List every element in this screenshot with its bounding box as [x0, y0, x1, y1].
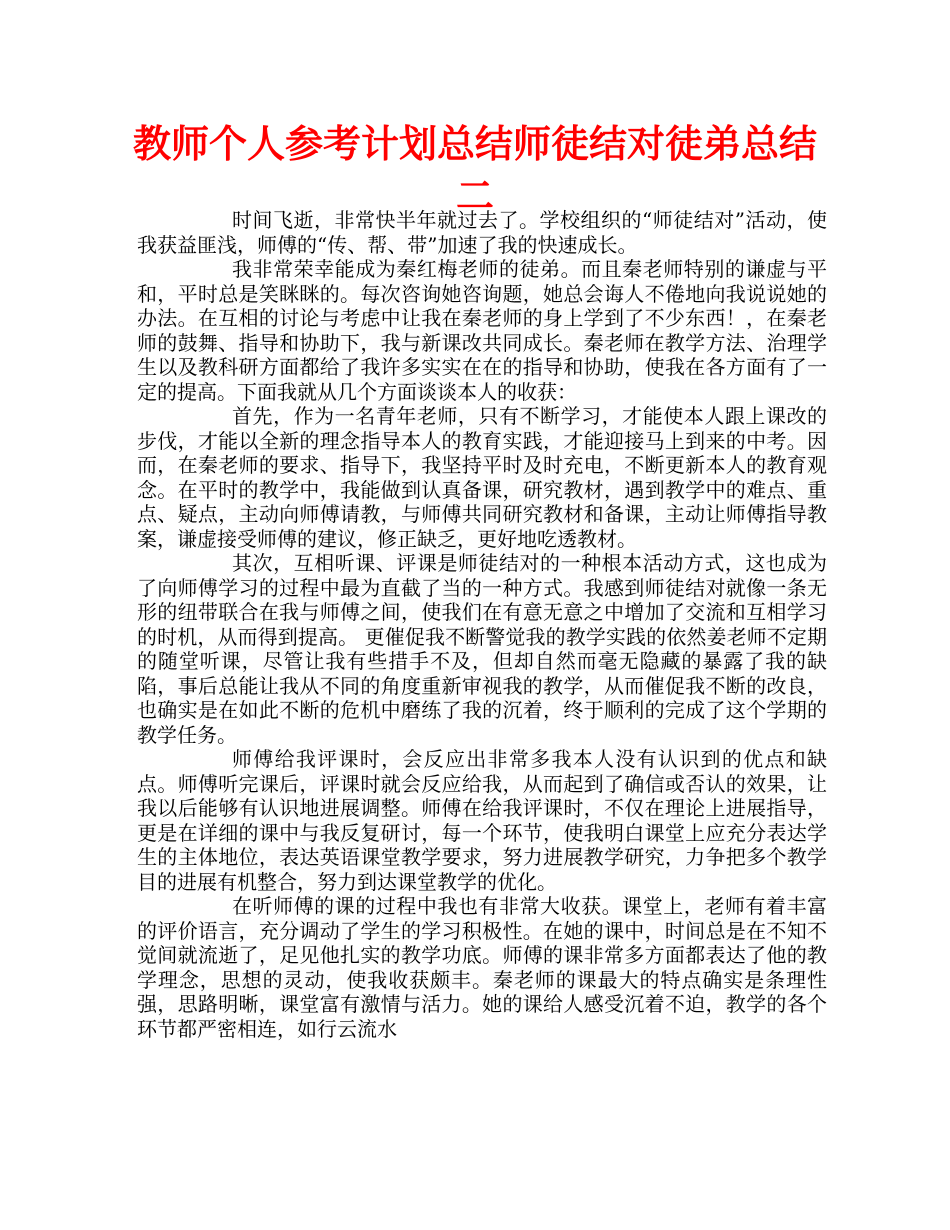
paragraph-5: 师傅给我评课时，会反应出非常多我本人没有认识到的优点和缺点。师傅听完课后，评课时就会反应给我，从而起到了确信或否认的效果，让我以后能够有认识地进展调整。师傅在给我评课时，不仅在理论上进展指导，更是在详细的课中与我反复研讨，每一个环节，使我明白课堂上应充分表达学生的主体地位，表达英语课堂教学要求，努力进展教学研究，力争把多个教学目的进展有机整合，努力到达课堂教学的优化。 — [137, 747, 827, 894]
document-title: 教师个人参考计划总结师徒结对徒弟总结二 — [132, 122, 817, 218]
paragraph-1: 时间飞逝，非常快半年就过去了。学校组织的“师徒结对”活动，使我获益匪浅，师傅的“传、帮、带”加速了我的快速成长。 — [137, 208, 827, 257]
paragraph-6: 在听师傅的课的过程中我也有非常大收获。课堂上，老师有着丰富的评价语言，充分调动了学生的学习积极性。在她的课中，时间总是在不知不觉间就流逝了，足见他扎实的教学功底。师傅的课非常多方面都表达了他的教学理念，思想的灵动，使我收获颇丰。秦老师的课最大的特点确实是条理性强，思路明晰，课堂富有激情与活力。她的课给人感受沉着不迫，教学的各个环节都严密相连，如行云流水 — [137, 894, 827, 1041]
paragraph-3: 首先，作为一名青年老师，只有不断学习，才能使本人跟上课改的步伐，才能以全新的理念指导本人的教育实践，才能迎接马上到来的中考。因而，在秦老师的要求、指导下，我坚持平时及时充电，不断更新本人的教育观念。在平时的教学中，我能做到认真备课，研究教材，遇到教学中的难点、重点、疑点，主动向师傅请教，与师傅共同研究教材和备课，主动让师傅指导教案，谦虚接受师傅的建议，修正缺乏，更好地吃透教材。 — [137, 404, 827, 551]
paragraph-4: 其次，互相听课、评课是师徒结对的一种根本活动方式，这也成为了向师傅学习的过程中最为直截了当的一种方式。我感到师徒结对就像一条无形的纽带联合在我与师傅之间，使我们在有意无意之中增加了交流和互相学习的时机，从而得到提高。 更催促我不断警觉我的教学实践的依然姜老师不定期的随堂听课，尽管让我有些措手不及，但却自然而毫无隐藏的暴露了我的缺陷，事后总能让我从不同的角度重新审视我的教学，从而催促我不断的改良，也确实是在如此不断的危机中磨练了我的沉着，终于顺利的完成了这个学期的教学任务。 — [137, 551, 827, 747]
document-body — [137, 208, 827, 1041]
paragraph-2: 我非常荣幸能成为秦红梅老师的徒弟。而且秦老师特别的谦虚与平和，平时总是笑眯眯的。每次咨询她咨询题，她总会诲人不倦地向我说说她的办法。在互相的讨论与考虑中让我在秦老师的身上学到了不少东西！，在秦老师的鼓舞、指导和协助下，我与新课改共同成长。秦老师在教学方法、治理学生以及教科研方面都给了我许多实实在在的指导和协助，使我在各方面有了一定的提高。下面我就从几个方面谈谈本人的收获： — [137, 257, 827, 404]
